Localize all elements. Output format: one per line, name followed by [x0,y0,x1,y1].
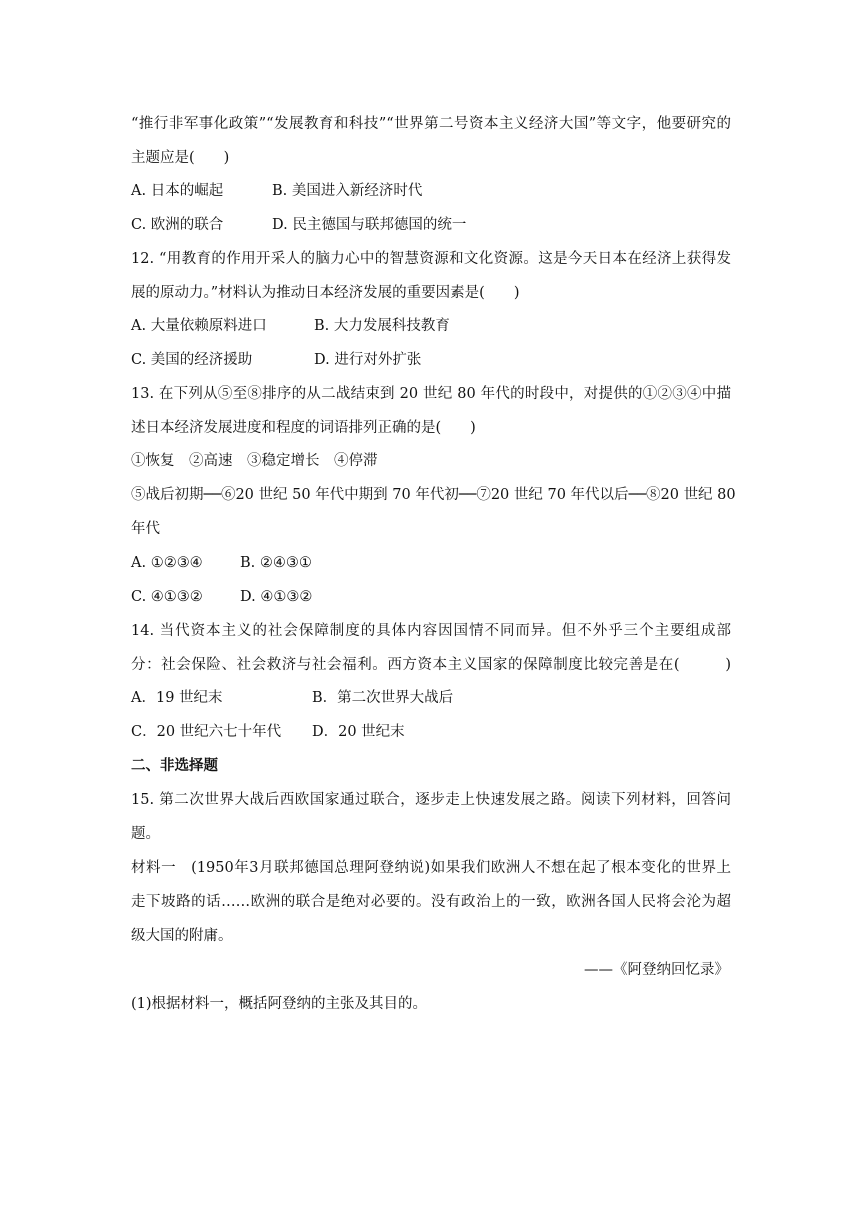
q13-option-b: B. ②④③① [240,555,312,571]
q13-option-c: C. ④①③② [131,589,203,605]
q12-stem-line2: 展的原动力。”材料认为推动日本经济发展的重要因素是( ) [131,285,520,301]
q12-option-a: A. 大量依赖原料进口 [131,318,267,334]
q14-option-c: C．20 世纪六七十年代 [131,724,282,740]
q13-stem-line2: 述日本经济发展进度和程度的词语排列正确的是( ) [131,420,476,436]
q15-material1-line3: 级大国的附庸。 [131,928,233,944]
q14-stem-line2: 分：社会保险、社会救济与社会福利。西方资本主义国家的保障制度比较完善是在( ) [131,657,731,673]
q13-periods-line: ⑤战后初期──⑥20 世纪 50 年代中期到 70 年代初──⑦20 世纪 70 年代以后──⑧20 世纪 80 [131,487,736,503]
q15-stem-line1: 15. 第二次世界大战后西欧国家通过联合，逐步走上快速发展之路。阅读下列材料，回答问 [131,792,731,808]
q15-stem-line2: 题。 [131,826,160,842]
q15-subquestion-1: (1)根据材料一，概括阿登纳的主张及其目的。 [131,996,428,1012]
q11-option-c: C. 欧洲的联合 [131,217,224,233]
q12-option-c: C. 美国的经济援助 [131,352,253,368]
q12-option-d: D. 进行对外扩张 [314,352,422,368]
q14-stem-line1: 14. 当代资本主义的社会保障制度的具体内容因国情不同而异。但不外乎三个主要组成部 [131,623,731,639]
q11-option-d: D. 民主德国与联邦德国的统一 [272,217,467,233]
q15-material1-line1: 材料一 (1950年3月联邦德国总理阿登纳说)如果我们欧洲人不想在起了根本变化的世界上 [131,860,731,876]
q15-material1-source: ——《阿登纳回忆录》 [584,962,729,978]
q14-option-b: B．第二次世界大战后 [312,690,454,706]
q13-terms-list: ①恢复 ②高速 ③稳定增长 ④停滞 [131,453,378,469]
q13-stem-line1: 13. 在下列从⑤至⑧排序的从二战结束到 20 世纪 80 年代的时段中，对提供的①②③④中描 [131,386,731,402]
q14-option-a: A．19 世纪末 [131,690,223,706]
section-heading: 二、非选择题 [131,757,218,774]
q11-stem-line1: “推行非军事化政策”“发展教育和科技”“世界第二号资本主义经济大国”等文字，他要研究的 [131,116,731,132]
q12-stem-line1: 12. “用教育的作用开采人的脑力心中的智慧资源和文化资源。这是今天日本在经济上获得发 [131,251,731,267]
q12-option-b: B. 大力发展科技教育 [314,318,450,334]
q15-material1-line2: 走下坡路的话……欧洲的联合是绝对必要的。没有政治上的一致，欧洲各国人民将会沦为超 [131,894,731,910]
q11-option-a: A. 日本的崛起 [131,183,224,199]
q14-option-d: D．20 世纪末 [312,724,405,740]
q13-option-d: D. ④①③② [240,589,313,605]
q13-option-a: A. ①②③④ [131,555,203,571]
q11-option-b: B. 美国进入新经济时代 [272,183,423,199]
q11-stem-line2: 主题应是( ) [131,150,230,166]
q13-periods-line-cont: 年代 [131,521,160,537]
